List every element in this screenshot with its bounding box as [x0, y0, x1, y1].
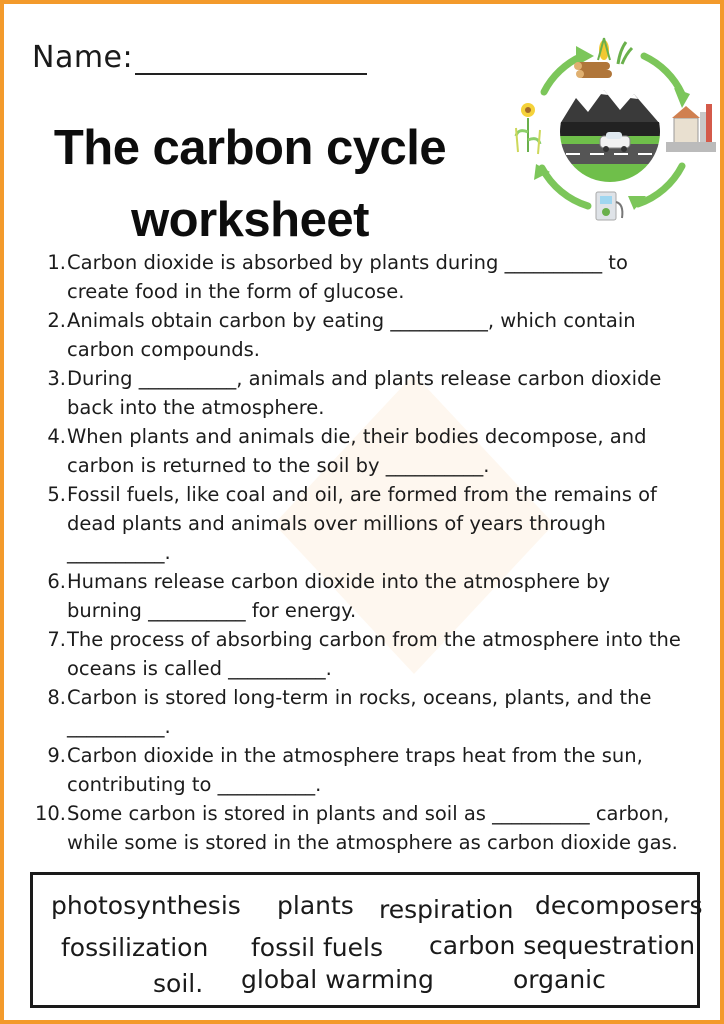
- question-text: During __________, animals and plants release carbon dioxide back into the atmosphere.: [67, 367, 662, 419]
- question-item: [32, 625, 682, 683]
- question-number: 3.: [47, 367, 66, 390]
- corn-icon: [598, 38, 632, 64]
- question-text: Fossil fuels, like coal and oil, are formed from the remains of dead plants and animals over millions of years through __________.: [67, 483, 657, 564]
- title-line-1: The carbon cycle: [53, 121, 447, 175]
- word-bank: [30, 872, 703, 1008]
- question-item: [32, 364, 682, 422]
- title-line-2: worksheet: [131, 193, 369, 247]
- name-label: Name:: [32, 40, 134, 75]
- name-field: [32, 40, 367, 75]
- word-respiration: respiration: [379, 895, 514, 924]
- question-text: Carbon is stored long-term in rocks, oceans, plants, and the __________.: [67, 686, 652, 738]
- logs-icon: [574, 62, 612, 78]
- word-fossilization: fossilization: [61, 933, 209, 962]
- question-text: Some carbon is stored in plants and soil as __________ carbon, while some is stored in the atmosphere as carbon dioxide gas.: [67, 802, 678, 854]
- question-number: 9.: [47, 744, 66, 767]
- word-decomposers: decomposers: [535, 891, 703, 920]
- question-text: Animals obtain carbon by eating __________, which contain carbon compounds.: [67, 309, 636, 361]
- page-title: [40, 112, 460, 256]
- fuel-pump-icon: [596, 192, 622, 220]
- question-item: [32, 741, 682, 799]
- word-carbon-sequestration: carbon sequestration: [429, 931, 696, 960]
- question-item: [32, 306, 682, 364]
- question-list: [32, 248, 682, 857]
- question-item: [32, 567, 682, 625]
- question-number: 6.: [47, 570, 66, 593]
- name-blank-line[interactable]: [135, 43, 367, 75]
- question-item: [32, 248, 682, 306]
- word-global-warming: global warming: [241, 965, 434, 994]
- word-plants: plants: [277, 891, 354, 920]
- question-number: 10.: [34, 802, 66, 825]
- word-photosynthesis: photosynthesis: [51, 891, 241, 920]
- question-text: Carbon dioxide is absorbed by plants during __________ to create food in the form of glucose.: [67, 251, 628, 303]
- question-number: 5.: [47, 483, 66, 506]
- question-number: 1.: [47, 251, 66, 274]
- question-number: 7.: [47, 628, 66, 651]
- question-item: [32, 480, 682, 567]
- word-fossil-fuels: fossil fuels: [251, 933, 383, 962]
- question-item: [32, 683, 682, 741]
- question-item: [32, 422, 682, 480]
- landscape-scene-icon: [560, 82, 660, 184]
- question-text: When plants and animals die, their bodies decompose, and carbon is returned to the soil by __________.: [67, 425, 647, 477]
- question-text: Carbon dioxide in the atmosphere traps heat from the sun, contributing to __________.: [67, 744, 643, 796]
- word-organic: organic: [513, 965, 606, 994]
- question-text: Humans release carbon dioxide into the atmosphere by burning __________ for energy.: [67, 570, 611, 622]
- question-text: The process of absorbing carbon from the atmosphere into the oceans is called __________.: [67, 628, 681, 680]
- word-soil: soil.: [153, 969, 204, 998]
- factory-icon: [666, 104, 716, 152]
- question-item: [32, 799, 682, 857]
- question-number: 4.: [47, 425, 66, 448]
- sunflower-icon: [516, 103, 540, 154]
- question-number: 2.: [47, 309, 66, 332]
- question-number: 8.: [47, 686, 66, 709]
- carbon-cycle-illustration: [506, 32, 718, 228]
